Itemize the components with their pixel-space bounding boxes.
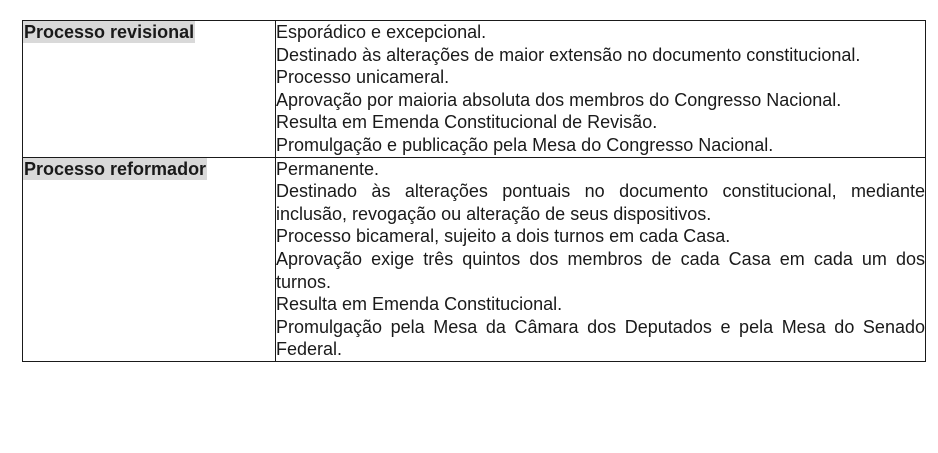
- comparison-table: [22, 20, 926, 362]
- row-header-label: Processo revisional: [24, 22, 195, 42]
- description-line: Permanente.: [276, 158, 380, 179]
- row-description-cell: [276, 21, 926, 158]
- description-line: Aprovação exige três quintos dos membros de cada Casa em cada um dos turnos.: [276, 248, 925, 292]
- description-line: Resulta em Emenda Constitucional de Revisão.: [276, 112, 658, 133]
- table-row-reformador: [23, 157, 926, 361]
- row-header-label: Processo reformador: [24, 158, 207, 179]
- row-description-cell: [276, 157, 926, 361]
- description-line: Destinado às alterações de maior extensão no documento constitucional.: [276, 44, 861, 65]
- description-line: Processo bicameral, sujeito a dois turnos em cada Casa.: [276, 226, 731, 247]
- description-line: Promulgação e publicação pela Mesa do Congresso Nacional.: [276, 134, 774, 155]
- description-line: Resulta em Emenda Constitucional.: [276, 294, 563, 315]
- description-line: Destinado às alterações pontuais no documento constitucional, mediante inclusão, revogação ou alteração de seus dispositivos.: [276, 181, 925, 224]
- description-line: Promulgação pela Mesa da Câmara dos Deputados e pela Mesa do Senado Federal.: [276, 316, 925, 360]
- row-header-cell: [23, 157, 276, 361]
- row-header-cell: [23, 21, 276, 158]
- description-line: Aprovação por maioria absoluta dos membros do Congresso Nacional.: [276, 89, 842, 110]
- description-line: Processo unicameral.: [276, 67, 450, 88]
- table-row-revisional: [23, 21, 926, 158]
- description-line: Esporádico e excepcional.: [276, 22, 487, 42]
